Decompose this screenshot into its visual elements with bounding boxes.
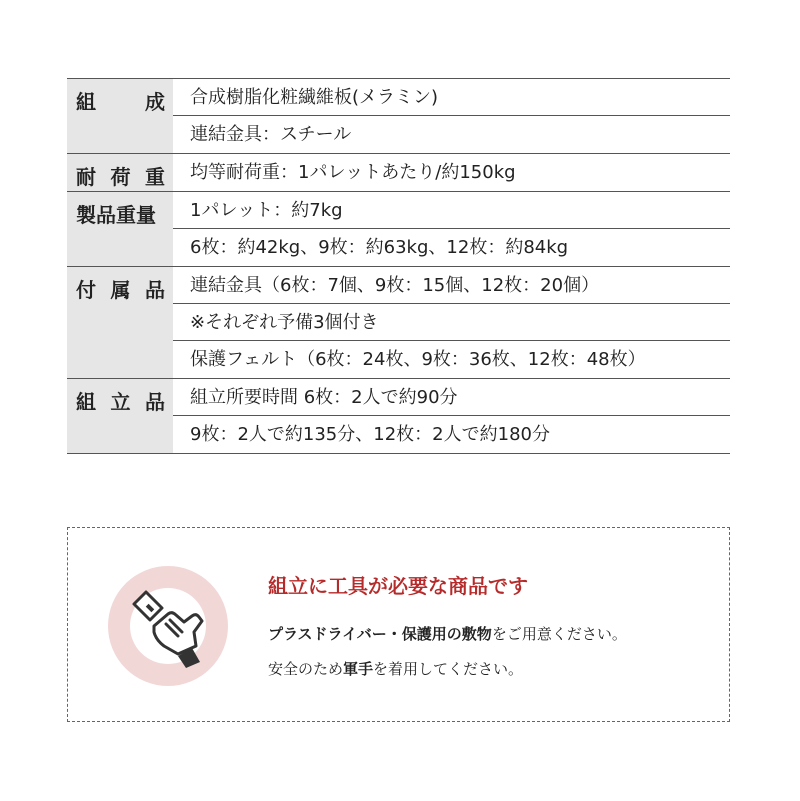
spec-row: 連結金具：スチール	[190, 124, 352, 145]
notice-gloves-bold: 軍手	[343, 660, 374, 678]
spec-label: 付 属 品	[67, 267, 173, 378]
notice-line-tools	[268, 623, 627, 644]
notice-line-gloves	[268, 658, 523, 679]
notice-title: 組立に工具が必要な商品です	[268, 574, 528, 598]
spec-row: 6枚：約42kg、9枚：約63kg、12枚：約84kg	[190, 237, 569, 258]
spec-table	[67, 78, 730, 454]
spec-row: 連結金具（6枚：7個、9枚：15個、12枚：20個）	[173, 267, 730, 304]
notice-gloves-pre: 安全のため	[268, 660, 344, 678]
spec-row: 均等耐荷重：1パレットあたり/約150kg	[190, 162, 516, 183]
spec-row: 保護フェルト（6枚：24枚、9枚：36枚、12枚：48枚）	[190, 349, 646, 370]
spec-group-assembly	[67, 379, 730, 454]
spec-group-accessories	[67, 267, 730, 379]
spec-row: 組立所要時間 6枚：2人で約90分	[173, 379, 730, 416]
spec-row: 1パレット：約7kg	[173, 192, 730, 229]
spec-group-composition	[67, 79, 730, 154]
notice-tools-bold: プラスドライバー・保護用の敷物	[268, 625, 492, 643]
spec-row: 合成樹脂化粧繊維板(メラミン)	[173, 79, 730, 116]
spec-label: 組 立 品	[67, 379, 173, 453]
notice-gloves-post: を着用してください。	[373, 660, 524, 678]
spec-group-load-capacity	[67, 154, 730, 192]
notice-tools-text: をご用意ください。	[491, 625, 627, 643]
spec-row: 9枚：2人で約135分、12枚：2人で約180分	[190, 424, 550, 445]
spec-label: 組 成	[67, 79, 173, 153]
spec-group-product-weight	[67, 192, 730, 267]
gloved-hand-screwdriver-icon	[108, 566, 228, 686]
spec-row: ※それぞれ予備3個付き	[173, 304, 730, 341]
tools-required-notice	[67, 527, 730, 722]
spec-label: 製品重量	[67, 192, 173, 266]
spec-label: 耐 荷 重	[67, 154, 173, 191]
